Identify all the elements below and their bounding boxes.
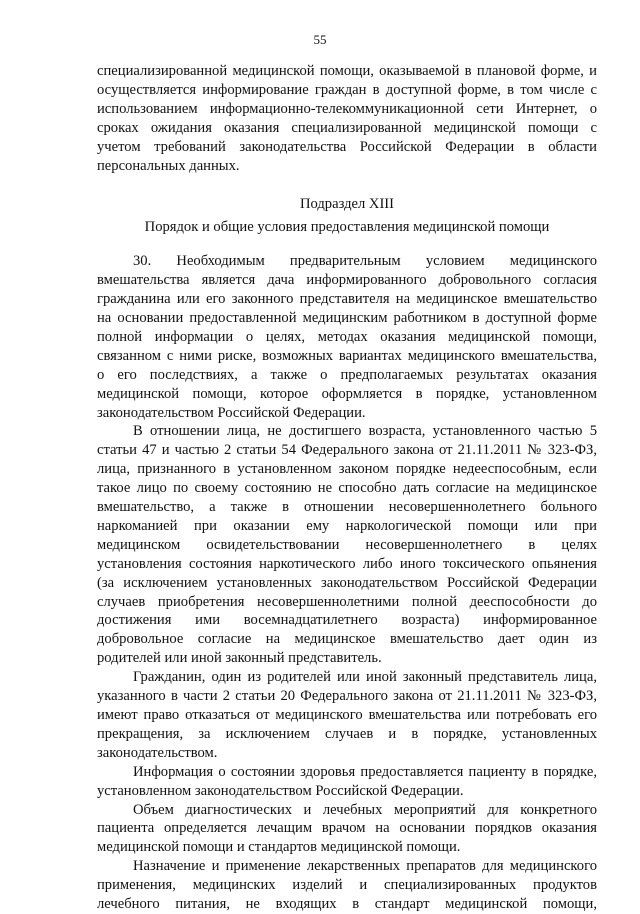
paragraph-line: медицинской помощи и стандартов медицинской помощи. [97,839,461,856]
paragraph-line: наркоманией при оказании ему наркологической помощи или при [97,517,597,534]
paragraph-line: прекращения, за исключением случаев и в порядке, установленных [97,725,597,742]
section-subtitle: Подраздел XIII [299,196,395,213]
paragraph-line: случаев приобретения несовершеннолетними полной дееспособности до [97,593,597,610]
paragraph-line: гражданина или его законного представителя на медицинское вмешательство [97,291,597,308]
intro-line: использованием информационно-телекоммуникационной сети Интернет, о [97,100,597,117]
paragraph-line: на основании предоставленной медицинским работником в доступной форме [97,309,597,326]
paragraph-line: такое лицо по своему состоянию не способно дать согласие на медицинское [97,480,597,497]
paragraph [97,422,597,668]
paragraph [97,252,597,422]
paragraph-line: статьи 47 и частью 2 статьи 54 Федерального закона от 21.11.2011 № 323-ФЗ, [97,442,597,459]
paragraph-line: В отношении лица, не достигшего возраста, установленного частью 5 [133,423,597,440]
section-title: Порядок и общие условия предоставления медицинской помощи [144,219,550,236]
paragraph-line: Объем диагностических и лечебных мероприятий для конкретного [133,801,597,818]
intro-paragraph [97,62,597,175]
paragraph-line: установления состояния наркотического либо иного токсического опьянения [97,555,597,572]
paragraph-line: указанного в части 2 статьи 20 Федерального закона от 21.11.2011 № 323-ФЗ, [97,688,597,705]
paragraph-line: установленном законодательством Российской Федерации. [97,782,464,799]
paragraph-line: лечебного питания, не входящих в стандарт медицинской помощи, [97,896,597,913]
paragraph-line: Информация о состоянии здоровья предоставляется пациенту в порядке, [133,763,597,780]
paragraph-line: пациента определяется лечащим врачом на основании порядков оказания [97,820,597,837]
paragraph-line: имеют право отказаться от медицинского вмешательства или потребовать его [97,707,597,723]
paragraph [97,857,597,914]
paragraph-line: законодательством. [97,744,218,761]
paragraph-line: вмешательство, а также в отношении несовершеннолетнего больного [97,499,597,516]
paragraph-line: родителей или иной законный представитель. [97,650,382,667]
paragraph [97,668,597,763]
paragraph-line: связанном с ними риске, возможных вариантах медицинского вмешательства, [97,347,597,364]
intro-line: персональных данных. [97,157,240,174]
paragraph-line: законодательством Российской Федерации. [97,404,366,421]
paragraph-line: 30. Необходимым предварительным условием медицинского [133,253,597,270]
paragraph-line: лица, признанного в установленном законом порядке недееспособным, если [97,461,597,478]
paragraph-line: Назначение и применение лекарственных препаратов для медицинского [133,858,597,875]
paragraph [97,763,597,801]
paragraph-line: медицинском освидетельствовании несовершеннолетнего в целях [97,536,597,553]
intro-line: учетом требований законодательства Российской Федерации в области [97,138,597,155]
intro-line: осуществляется информирование граждан в доступной форме, в том числе с [97,81,597,98]
paragraph-line: добровольное согласие на медицинское вмешательство дает один из [97,631,597,648]
paragraph-line: (за исключением установленных законодательством Российской Федерации [97,574,597,591]
paragraph-line: медицинской помощи, которое оформляется в порядке, установленном [97,385,597,402]
paragraph-line: полной информации о целях, методах оказания медицинской помощи, [97,328,597,345]
paragraph-line: Гражданин, один из родителей или иной законный представитель лица, [133,669,597,686]
paragraph-line: вмешательства является дача информированного добровольного согласия [97,272,597,289]
intro-line: сроках ожидания оказания специализированной медицинской помощи с [97,119,597,136]
paragraph-line: применения, медицинских изделий и специализированных продуктов [97,877,597,894]
paragraph [97,801,597,858]
document-body [97,62,597,914]
page-number: 55 [313,32,327,47]
paragraph-line: достижения ими восемнадцатилетнего возраста) информированное [97,612,597,629]
intro-line: специализированной медицинской помощи, оказываемой в плановой форме, и [97,63,597,79]
paragraph-line: о его последствиях, а также о предполагаемых результатах оказания [97,366,597,383]
paragraph-list [97,252,597,914]
